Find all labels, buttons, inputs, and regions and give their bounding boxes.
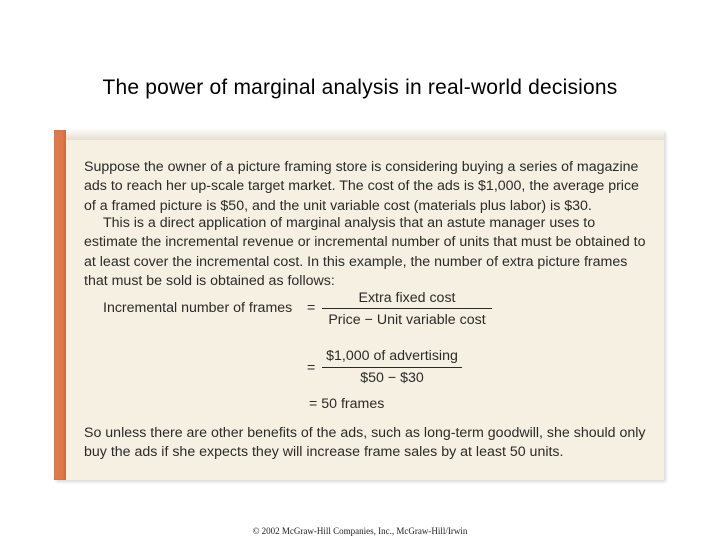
slide-title: The power of marginal analysis in real-world decisions: [102, 76, 618, 99]
panel-top-edge: [54, 128, 664, 140]
equation-result: = 50 frames: [309, 396, 385, 412]
equation-label: Incremental number of frames: [103, 300, 293, 316]
copyright-footer: © 2002 McGraw-Hill Companies, Inc., McGraw-Hill/Irwin: [252, 526, 468, 536]
scenario-paragraph: Suppose the owner of a picture framing store is considering buying a series of magazine ads to reach her up-scale target market. The cost of the ads is $1,000, the average price of a framed picture is $50, and the unit variable cost (materials plus labor) is $30.: [84, 159, 639, 214]
substitution-equals-sign: =: [307, 360, 316, 376]
formula-numerator: Extra fixed cost: [358, 290, 456, 306]
substitution-fraction-bar: [322, 367, 462, 368]
conclusion-paragraph: So unless there are other benefits of the ads, such as long-term goodwill, she should only buy the ads if she expects they will increase frame sales by at least 50 units.: [84, 425, 646, 461]
equation-equals-sign: =: [307, 300, 316, 316]
substitution-denominator: $50 − $30: [360, 370, 424, 386]
panel-accent-bar: [54, 130, 66, 480]
substitution-numerator: $1,000 of advertising: [326, 348, 458, 364]
formula-denominator: Price − Unit variable cost: [328, 312, 486, 328]
explanation-paragraph: This is a direct application of marginal analysis that an astute manager uses to estimate the incremental revenue or incremental number of units that must be obtained to at least cover the incremental cost. In this example, the number of extra picture frames that must be sold is obtained as follows:: [84, 215, 646, 289]
formula-fraction-bar: [322, 308, 492, 309]
